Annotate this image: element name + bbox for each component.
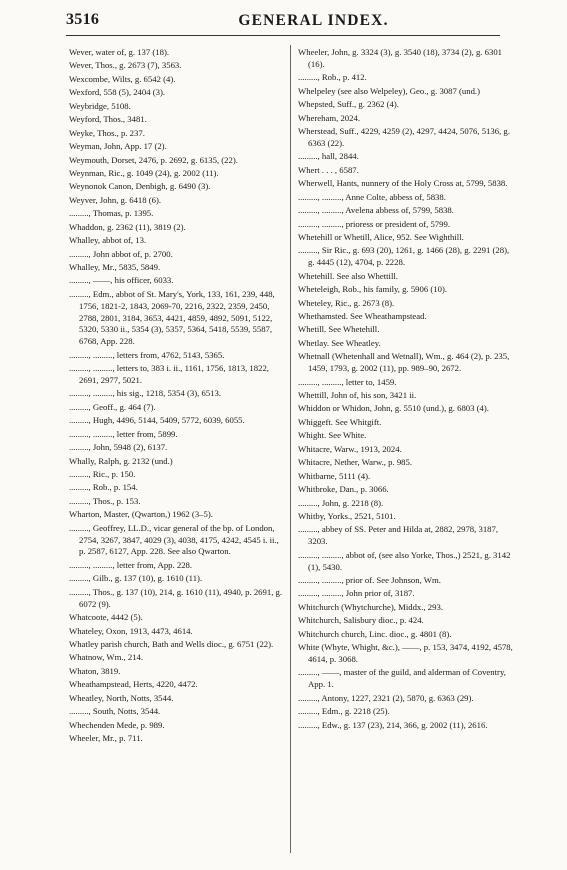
index-entry: ........., ........., letter from, 5899.: [69, 428, 178, 439]
index-entry: Wheatley, North, Notts, 3544.: [69, 692, 174, 703]
index-entry: ........., Hugh, 4496, 5144, 5409, 5772, 6039, 6055.: [69, 415, 245, 426]
index-entry: Whechenden Mede, p. 989.: [69, 719, 165, 730]
index-entry: ........., Thos., g. 137 (10), 214, g. 1610 (11), 4940, p. 2691, g. 6072 (9).: [69, 586, 283, 609]
index-entry: Whatcoote, 4442 (5).: [69, 612, 143, 623]
index-entry: Whitchurch (Whytchurche), Middx., 293.: [298, 601, 443, 612]
index-entry: Whetehill. See also Whettill.: [298, 270, 398, 281]
index-entry: Whalley, Mr., 5835, 5849.: [69, 262, 161, 272]
index-entry: Whert . . . , 6587.: [298, 164, 359, 175]
index-entry: ........., John, 5948 (2), 6137.: [69, 442, 168, 453]
index-entry: ........., ........., letter to, 1459.: [298, 376, 397, 387]
column-divider: [290, 45, 291, 853]
index-entry: Whaddon, g. 2362 (11), 3819 (2).: [69, 221, 186, 232]
header-rule: [66, 35, 500, 36]
index-entry: Whiggeft. See Whitgift.: [298, 416, 382, 427]
index-entry: Whetnall (Whetenhall and Wetnall), Wm., g. 464 (2), p. 235, 1459, 1793, g. 2002 (11), pp. 989–90, 2672.: [298, 351, 510, 374]
index-entry: ........., ........., Anne Colte, abbess of, 5838.: [298, 191, 446, 202]
index-entry: ........., John abbot of, p. 2700.: [69, 248, 173, 259]
index-entry: ........., Ric., p. 150.: [69, 469, 136, 480]
index-entry: ........., ——, his officer, 6033.: [69, 275, 174, 286]
index-entry: Whalley, abbot of, 13.: [69, 235, 147, 246]
index-column-left: [69, 47, 285, 746]
index-entry: Whitchurch church, Linc. dioc., g. 4801 (8).: [298, 628, 452, 639]
index-entry: Whitbroke, Dan., p. 3066.: [298, 484, 389, 495]
index-entry: Weyke, Thos., p. 237.: [69, 127, 145, 138]
index-entry: ........., ........., abbot of, (see also Yorke, Thos.,) 2521, g. 3142 (1), 5430.: [298, 549, 511, 572]
index-entry: Wherwell, Hants, nunnery of the Holy Cross at, 5799, 5838.: [298, 178, 508, 189]
index-entry: Wever, Thos., g. 2673 (7), 3563.: [69, 60, 182, 71]
index-entry: Wheteley, Ric., g. 2673 (8).: [298, 297, 395, 308]
index-entry: Whitchurch, Salisbury dioc., p. 424.: [298, 615, 424, 626]
index-entry: Whight. See White.: [298, 430, 367, 441]
index-entry: Whetlay. See Wheatley.: [298, 337, 381, 348]
index-entry: ........., ........., letters from, 4762, 5143, 5365.: [69, 349, 225, 360]
index-entry: ........., ........., letter from, App. 228.: [69, 559, 193, 570]
index-entry: ........., John, g. 2218 (8).: [298, 497, 384, 508]
index-entry: Weyford, Thos., 3481.: [69, 114, 147, 125]
index-entry: Weymouth, Dorset, 2476, p. 2692, g. 6135, (22).: [69, 154, 238, 165]
index-entry: ........., Thos., p. 153.: [69, 495, 141, 506]
index-entry: ........., Geoffrey, LL.D., vicar general of the bp. of London, 2754, 3267, 3847, 4029 (3), 4038, 4175, 4242, 4545 i. ii., p. 2587, 6127, App. 228. See also Qwarton.: [69, 522, 279, 557]
running-title: GENERAL INDEX.: [238, 12, 389, 29]
index-entry: Wexford, 558 (5), 2404 (3).: [69, 87, 166, 98]
index-entry: ........., Rob., p. 154.: [69, 482, 138, 493]
index-entry: ........., Sir Ric., g. 693 (20), 1261, g. 1466 (28), g. 2291 (28), g. 4445 (12), 4704, p. 2228.: [298, 245, 510, 268]
index-entry: ........., South, Notts, 3544.: [69, 706, 161, 717]
index-entry: ........., Thomas, p. 1395.: [69, 208, 154, 219]
index-entry: ........., Edm., g. 2218 (25).: [298, 706, 390, 717]
index-entry: ........., ........., John prior of, 3187.: [298, 588, 415, 599]
index-entry: White (Whyte, Whight, &c.), ——, p. 153, 3474, 4192, 4578, 4614, p. 3068.: [298, 642, 513, 664]
index-entry: Whitacre, Warw., 1913, 2024.: [298, 443, 402, 454]
index-entry: Whelpeley (see also Welpeley), Geo., g. 3087 (und.): [298, 85, 480, 96]
index-entry: Whitby, Yorks., 2521, 5101.: [298, 510, 396, 521]
index-entry: ........., ........., prior of. See Johnson, Wm.: [298, 574, 441, 585]
index-entry: Wherstead, Suff., 4229, 4259 (2), 4297, 4424, 5076, 5136, g. 6363 (22).: [298, 126, 510, 148]
index-entry: Whiddon or Whidon, John, g. 5510 (und.), g. 6803 (4).: [298, 403, 489, 414]
index-entry: Whally, Ralph, g. 2132 (und.): [69, 455, 173, 466]
index-entry: ........., hall, 2844.: [298, 151, 359, 162]
index-entry: Whatnow, Wm., 214.: [69, 652, 144, 663]
index-entry: Whateley, Oxon, 1913, 4473, 4614.: [69, 625, 193, 636]
index-entry: ........., ........., Avelena abbess of, 5799, 5838.: [298, 205, 454, 216]
index-entry: ........., ........., his sig., 1218, 5354 (3), 6513.: [69, 388, 222, 399]
index-entry: ........., ........., prioress or president of, 5799.: [298, 218, 451, 229]
index-entry: Weybridge, 5108.: [69, 100, 131, 111]
index-entry: Whitacre, Nether, Warw., p. 985.: [298, 457, 413, 468]
index-entry: Whetehill or Whetill, Alice, 952. See Wighthill.: [298, 231, 464, 242]
index-entry: Whaton, 3819.: [69, 665, 121, 676]
index-entry: Weynman, Ric., g. 1049 (24), g. 2002 (11).: [69, 167, 219, 178]
index-entry: Whepsted, Suff., g. 2362 (4).: [298, 99, 399, 110]
index-entry: Wever, water of, g. 137 (18).: [69, 47, 170, 57]
index-entry: ........., Edw., g. 137 (23), 214, 366, g. 2002 (11), 2616.: [298, 719, 488, 730]
index-entry: Weyman, John, App. 17 (2).: [69, 141, 167, 152]
index-entry: ........., Geoff., g. 464 (7).: [69, 401, 156, 412]
index-entry: ........., ——, master of the guild, and alderman of Coventry, App. 1.: [298, 667, 506, 690]
index-entry: ........., Antony, 1227, 2321 (2), 5870, g. 6363 (29).: [298, 692, 474, 703]
index-entry: ........., Rob., p. 412.: [298, 72, 367, 83]
index-entry: Wharton, Master, (Qwarton,) 1962 (3–5).: [69, 509, 213, 520]
index-entry: ........., abbey of SS. Peter and Hilda at, 2882, 2978, 3187, 3203.: [298, 524, 499, 547]
index-entry: ........., ........., letters to, 383 i. ii., 1161, 1756, 1813, 1822, 2691, 2977, 5021.: [69, 363, 269, 385]
index-entry: ........., Edm., abbot of St. Mary's, York, 133, 161, 239, 448, 1756, 1821-2, 1843, 2069-70, 2216, 2322, 2359, 2450, 2788, 2801, 3184, 3653, 4421, 4859, 4892, 5091, 5122, 5320, 5330 ii., 5354 (3), 5357, 5364, 5418, 5539, 5587, 6768, App. 228.: [69, 288, 275, 347]
index-entry: Whitbarne, 5111 (4).: [298, 470, 371, 481]
index-entry: Wheeler, Mr., p. 711.: [69, 733, 143, 743]
index-entry: Wheathampstead, Herts, 4220, 4472.: [69, 679, 198, 690]
index-entry: Whethamsted. See Wheathampstead.: [298, 310, 427, 321]
index-entry: Whatley parish church, Bath and Wells dioc., g. 6751 (22).: [69, 638, 274, 649]
index-column-right: [298, 47, 514, 733]
index-entry: Wexcombe, Wilts, g. 6542 (4).: [69, 73, 176, 84]
page-number: 3516: [66, 11, 100, 28]
index-entry: Whereham, 2024.: [298, 112, 360, 123]
index-entry: Wheeler, John, g. 3324 (3), g. 3540 (18), 3734 (2), g. 6301 (16).: [298, 47, 503, 69]
index-entry: Weyver, John, g. 6418 (6).: [69, 194, 162, 205]
index-entry: Wheteleigh, Rob., his family, g. 5906 (10).: [298, 284, 448, 295]
index-entry: Whetill. See Whetehill.: [298, 324, 380, 335]
index-entry: ........., Gilb., g. 137 (10), g. 1610 (11).: [69, 573, 203, 584]
index-entry: Whettill, John of, his son, 3421 ii.: [298, 390, 417, 400]
index-entry: Weynonok Canon, Denbigh, g. 6490 (3).: [69, 181, 211, 192]
